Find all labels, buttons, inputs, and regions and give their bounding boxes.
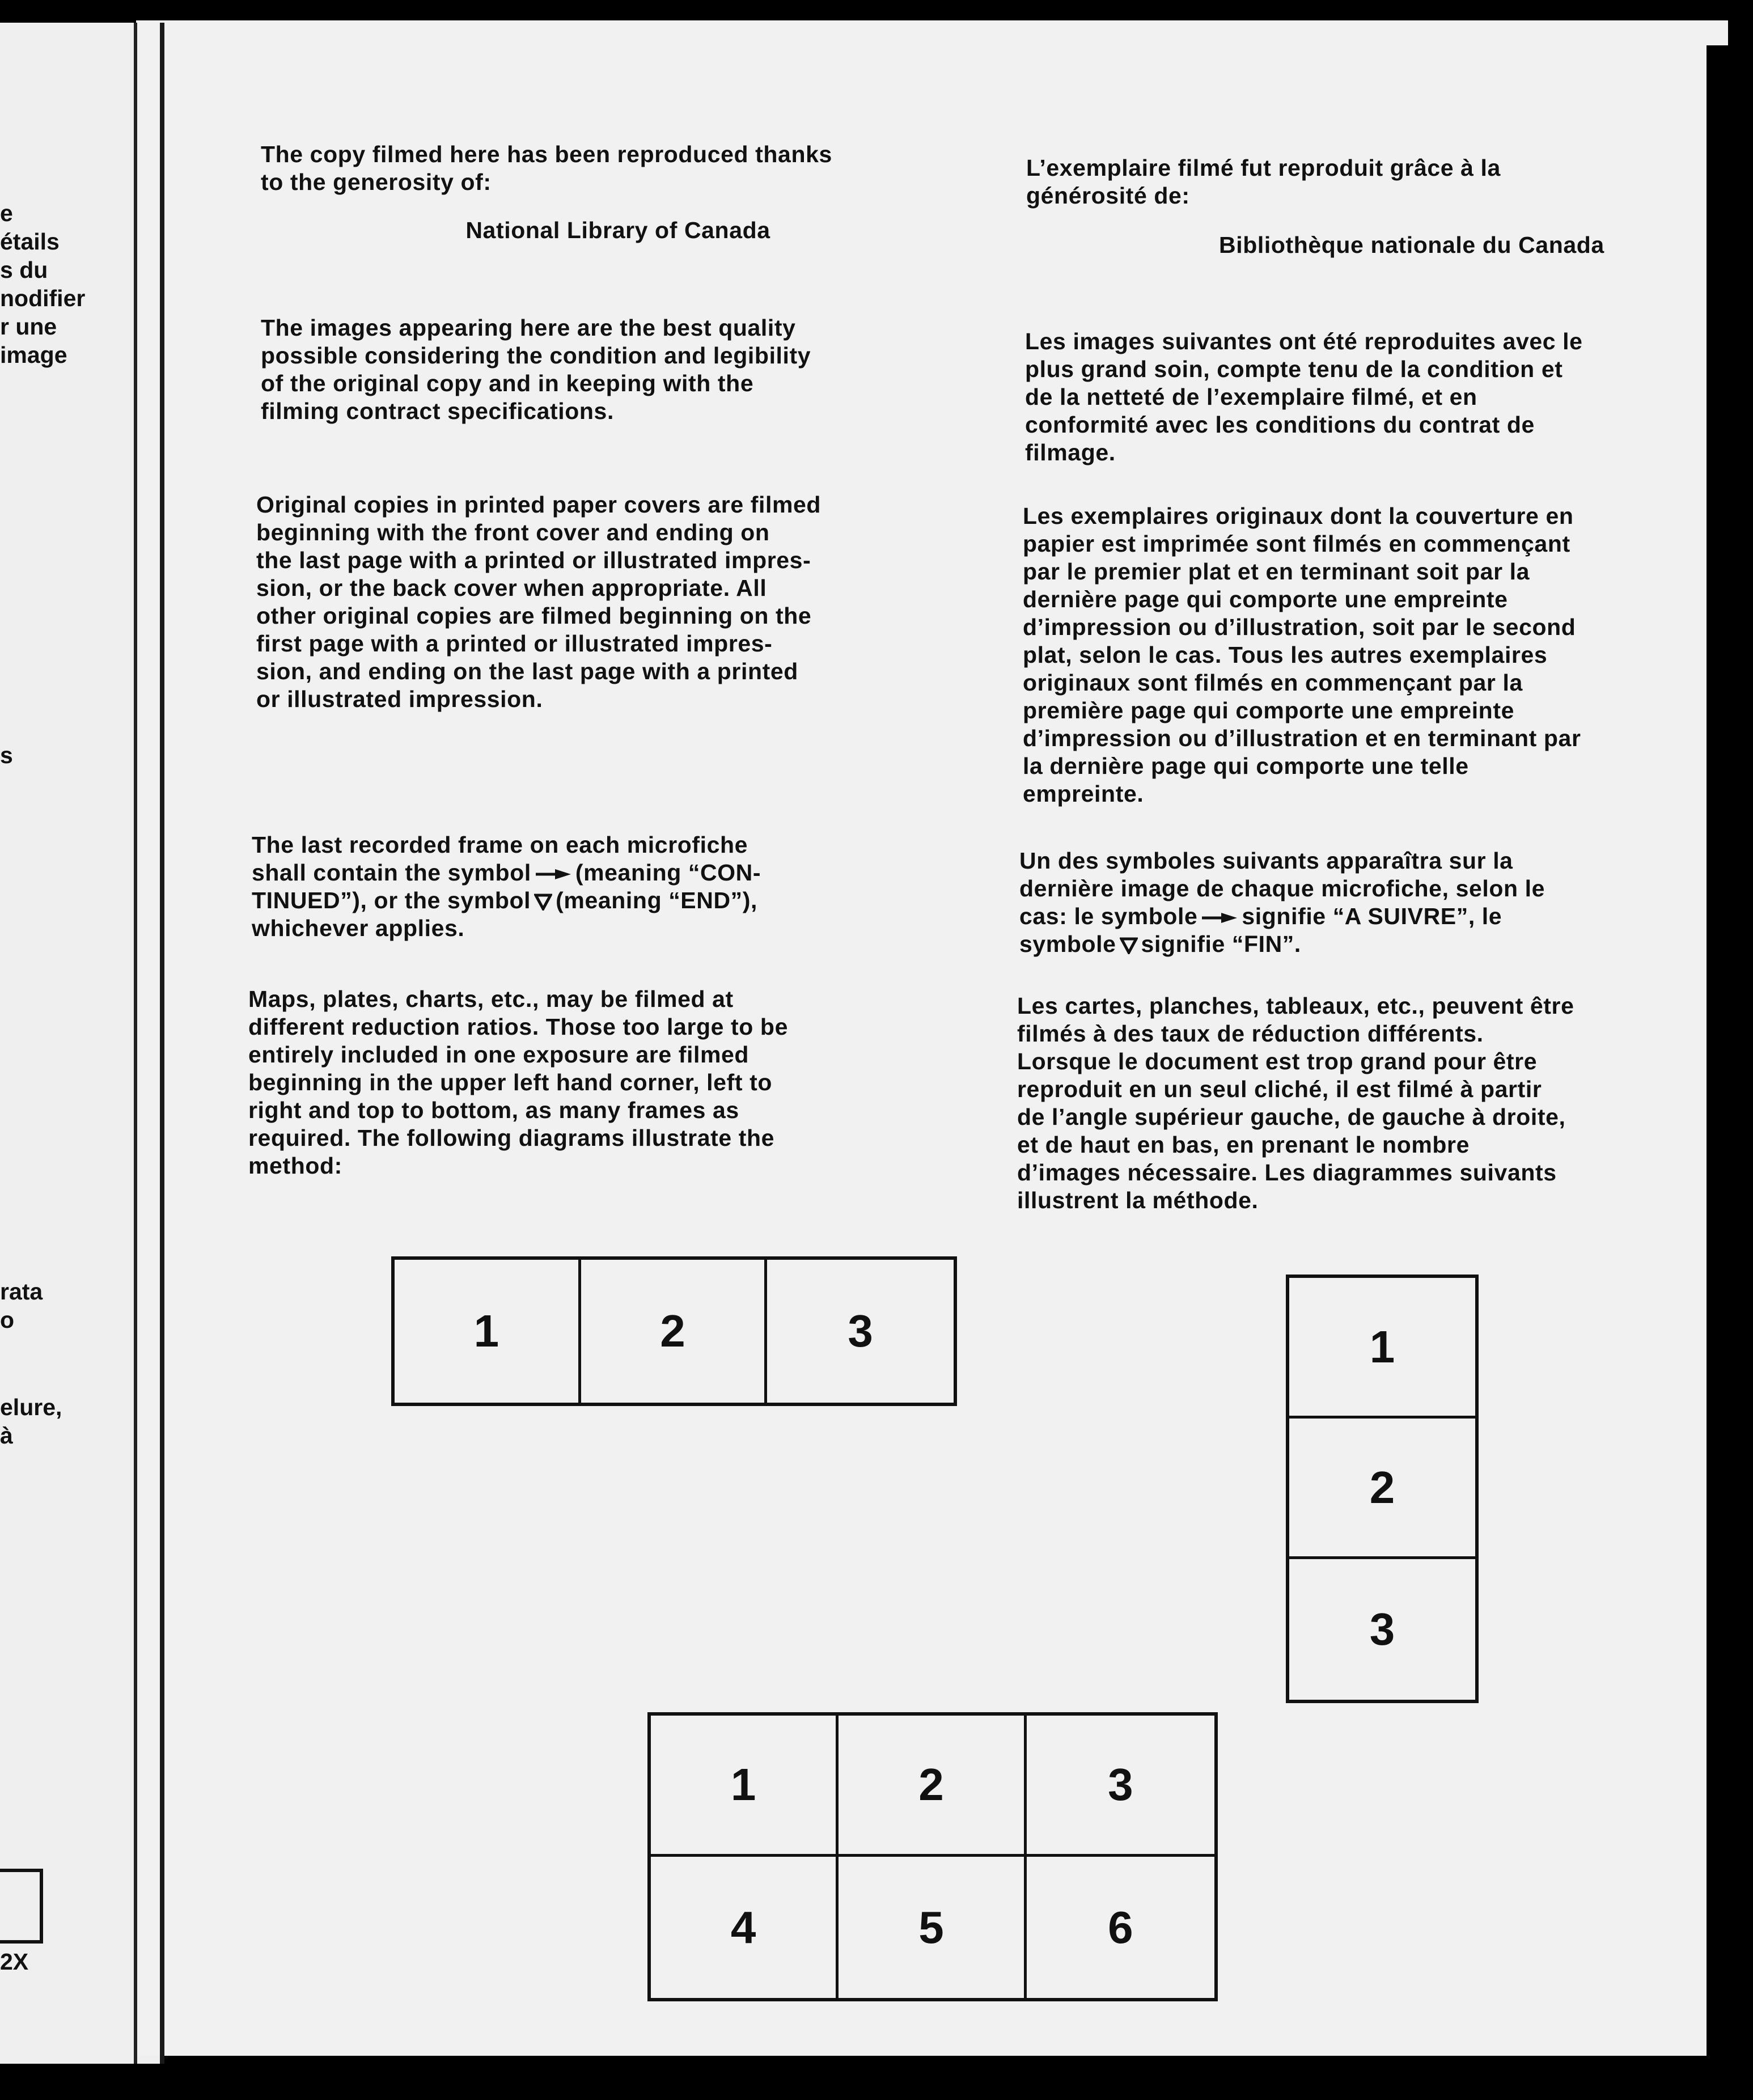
text-line: Original copies in printed paper covers are filmed [256, 492, 822, 518]
triangle-down-icon [534, 894, 552, 911]
text-line: filmage. [1025, 439, 1116, 465]
text-line: de la netteté de l’exemplaire filmé, et en [1025, 384, 1477, 410]
text-line: whichever applies. [252, 915, 465, 941]
text-line: Les cartes, planches, tableaux, etc., peuvent être [1017, 993, 1574, 1019]
fr-paragraph-cartes [1017, 992, 1574, 1214]
text-line: d’impression ou d’illustration et en terminant par [1023, 725, 1581, 751]
text-line: filming contract specifications. [261, 398, 614, 424]
margin-fragment: étails [0, 228, 60, 255]
en-paragraph-quality [261, 314, 811, 425]
text-line: d’impression ou d’illustration, soit par le second [1023, 614, 1576, 640]
text-line: d’images nécessaire. Les diagrammes suivants [1017, 1159, 1557, 1186]
fr-paragraph-qualite [1025, 328, 1583, 467]
text-line: par le premier plat et en terminant soit par la [1023, 558, 1530, 585]
en-library-name: National Library of Canada [465, 217, 770, 243]
text-line: originaux sont filmés en commençant par la [1023, 670, 1523, 696]
margin-fragment: rata [0, 1278, 43, 1305]
margin-fragment: r une [0, 314, 57, 340]
text-line: empreinte. [1023, 781, 1144, 807]
diagram-vertical [1286, 1275, 1479, 1703]
text-line: to the generosity of: [261, 169, 492, 195]
text-line: Un des symboles suivants apparaîtra sur la [1019, 848, 1513, 874]
margin-fragment: s [0, 742, 13, 768]
text-line: sion, or the back cover when appropriate. All [256, 575, 767, 601]
text-line: TINUED”), or the symbol (meaning “END”), [252, 887, 758, 913]
text-line: Les images suivantes ont été reproduites avec le [1025, 328, 1583, 354]
text-line: beginning in the upper left hand corner, left to [248, 1069, 772, 1095]
frame-cell: 6 [1108, 1902, 1133, 1953]
margin-fragment: o [0, 1307, 15, 1333]
text-line: reproduit en un seul cliché, il est filmé à partir [1017, 1076, 1542, 1102]
text-line: different reduction ratios. Those too large to be [248, 1014, 788, 1040]
text-line: The images appearing here are the best quality [261, 315, 796, 341]
text-line: entirely included in one exposure are filmed [248, 1041, 750, 1068]
text-line: première page qui comporte une empreinte [1023, 697, 1514, 723]
margin-fragment: nodifier [0, 285, 86, 311]
diagram-grid [647, 1712, 1218, 2001]
text-line: dernière page qui comporte une empreinte [1023, 586, 1508, 612]
frame-cell: 2 [581, 1260, 768, 1403]
text-line: The copy filmed here has been reproduced thanks [261, 141, 832, 167]
frame-cell: 2 [1289, 1419, 1475, 1559]
text-line: other original copies are filmed beginning on the [256, 603, 812, 629]
text-line: plat, selon le cas. Tous les autres exemplaires [1023, 642, 1548, 668]
text-line: Maps, plates, charts, etc., may be filmed at [248, 986, 734, 1012]
text-line: symbole signifie “FIN”. [1019, 931, 1301, 957]
fr-paragraph-symboles [1019, 847, 1545, 958]
en-paragraph-generosity [261, 141, 832, 196]
margin-fragment: s du [0, 257, 48, 283]
reduction-ratio-label: 2X [0, 1949, 29, 1975]
frame-cell: 4 [651, 1857, 839, 1998]
frame-cell: 1 [395, 1260, 581, 1403]
frame-cell: 3 [1027, 1716, 1214, 1857]
text-line: beginning with the front cover and ending on [256, 519, 770, 545]
text-line: first page with a printed or illustrated impres- [256, 630, 773, 657]
frame-cell: 1 [1289, 1278, 1475, 1419]
film-edge [1707, 45, 1753, 2064]
text-line: or illustrated impression. [256, 686, 543, 712]
text-line: la dernière page qui comporte une telle [1023, 753, 1469, 779]
arrow-icon [1201, 912, 1238, 924]
text-line: right and top to bottom, as many frames as [248, 1097, 739, 1123]
margin-fragment: e [0, 200, 13, 226]
text-line: Les exemplaires originaux dont la couverture en [1023, 503, 1574, 529]
text-line: shall contain the symbol (meaning “CON- [252, 860, 761, 886]
frame-cell: 3 [848, 1306, 873, 1356]
text-line: method: [248, 1153, 342, 1179]
text-line: Lorsque le document est trop grand pour être [1017, 1048, 1538, 1074]
en-paragraph-symbols [252, 831, 761, 942]
text-line: de l’angle supérieur gauche, de gauche à droite, [1017, 1104, 1566, 1130]
reduction-ratio-box [0, 1869, 43, 1944]
text-line: plus grand soin, compte tenu de la condition et [1025, 356, 1563, 382]
fr-paragraph-originaux [1023, 502, 1581, 808]
text-line: L’exemplaire filmé fut reproduit grâce à la [1026, 155, 1501, 181]
margin-fragment: elure, [0, 1394, 62, 1420]
margin-fragment: à [0, 1422, 13, 1449]
page-fold [160, 23, 164, 2064]
text-line: filmés à des taux de réduction différents. [1017, 1021, 1484, 1047]
text-line: conformité avec les conditions du contrat de [1025, 412, 1535, 438]
text-line: required. The following diagrams illustrate the [248, 1125, 775, 1151]
text-line: dernière image de chaque microfiche, selon le [1019, 875, 1545, 901]
text-line: of the original copy and in keeping with the [261, 370, 754, 396]
arrow-icon [535, 868, 572, 880]
frame-cell: 2 [839, 1716, 1026, 1857]
en-paragraph-maps [248, 985, 788, 1180]
text-line: papier est imprimée sont filmés en commençant [1023, 531, 1570, 557]
frame-cell: 5 [839, 1857, 1026, 1998]
diagram-horizontal [391, 1256, 957, 1406]
frame-cell: 3 [1369, 1604, 1395, 1654]
text-line: illustrent la méthode. [1017, 1187, 1259, 1213]
fr-paragraph-generosite [1026, 154, 1501, 210]
frame-cell: 1 [651, 1716, 839, 1857]
margin-fragment: image [0, 342, 67, 368]
fr-library-name: Bibliothèque nationale du Canada [1219, 232, 1604, 258]
text-line: The last recorded frame on each microfiche [252, 832, 748, 858]
page-edge-line [134, 23, 137, 2064]
triangle-down-icon [1120, 937, 1138, 954]
text-line: possible considering the condition and legibility [261, 342, 811, 369]
en-paragraph-originals [256, 491, 821, 713]
text-line: générosité de: [1026, 183, 1190, 209]
text-line: cas: le symbole signifie “A SUIVRE”, le [1019, 903, 1502, 929]
text-line: sion, and ending on the last page with a printed [256, 658, 798, 684]
text-line: the last page with a printed or illustrated impres- [256, 547, 811, 573]
text-line: et de haut en bas, en prenant le nombre [1017, 1132, 1470, 1158]
